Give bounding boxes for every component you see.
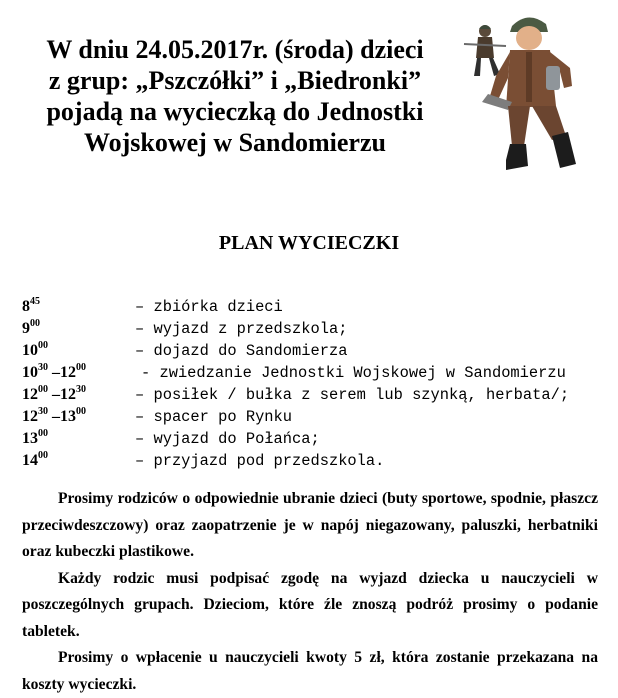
title-line-2: z grup: „Pszczółki” i „Biedronki”	[48, 66, 422, 95]
schedule-list	[22, 296, 612, 472]
notice-paragraph-consent: Każdy rodzic musi podpisać zgodę na wyjazd dziecka u nauczycieli w poszczególnych grupach. Dzieciom, które źle znoszą podróż prosimy o podanie tabletek.	[22, 569, 598, 640]
notice-paragraph-payment: Prosimy o wpłacenie u nauczycieli kwoty 5 zł, która zostanie przekazana na koszty wycieczki.	[22, 649, 598, 693]
schedule-description: - zwiedzanie Jednostki Wojskowej w Sandomierzu	[141, 364, 566, 382]
schedule-time: $10^{00}$	[22, 340, 48, 359]
notice-paragraph-clothing: Prosimy rodziców o odpowiednie ubranie dzieci (buty sportowe, spodnie, płaszcz przeciwdeszczowy) oraz zaopatrzenie je w napój niegazowany, paluszki, herbatniki oraz kubeczki plastikowe.	[22, 490, 598, 560]
title-line-1: W dniu 24.05.2017r. (środa) dzieci	[46, 35, 424, 64]
schedule-row	[22, 318, 612, 340]
schedule-time: $13^{00}$	[22, 428, 48, 447]
schedule-row	[22, 450, 612, 472]
schedule-description: – dojazd do Sandomierza	[135, 342, 348, 360]
schedule-description: – spacer po Rynku	[135, 408, 293, 426]
schedule-time: $14^{00}$	[22, 450, 48, 469]
schedule-row	[22, 340, 612, 362]
plan-title: PLAN WYCIECZKI	[218, 232, 400, 254]
announcement-title	[20, 34, 450, 158]
schedule-description: – wyjazd do Połańca;	[135, 430, 320, 448]
schedule-description: – wyjazd z przedszkola;	[135, 320, 348, 338]
schedule-row	[22, 296, 612, 318]
schedule-row	[22, 428, 612, 450]
schedule-time: $8^{45}$	[22, 296, 40, 315]
schedule-time: $10^{30}$ $-12^{00}$	[22, 362, 86, 381]
schedule-row	[22, 384, 612, 406]
title-line-3: pojadą na wycieczką do Jednostki	[46, 97, 424, 126]
soldiers-illustration	[460, 6, 610, 176]
small-soldier-icon	[464, 25, 506, 76]
notice-paragraphs	[22, 486, 598, 698]
main-soldier-icon	[482, 17, 576, 170]
schedule-time: $12^{30}$ $-13^{00}$	[22, 406, 86, 425]
schedule-description: – posiłek / bułka z serem lub szynką, herbata/;	[135, 386, 570, 404]
schedule-description: – przyjazd pod przedszkola.	[135, 452, 385, 470]
schedule-description: – zbiórka dzieci	[135, 298, 283, 316]
schedule-time: $9^{00}$	[22, 318, 40, 337]
title-line-4: Wojskowej w Sandomierzu	[84, 128, 386, 157]
schedule-row	[22, 406, 612, 428]
schedule-row	[22, 362, 612, 384]
schedule-time: $12^{00}$ $-12^{30}$	[22, 384, 86, 403]
